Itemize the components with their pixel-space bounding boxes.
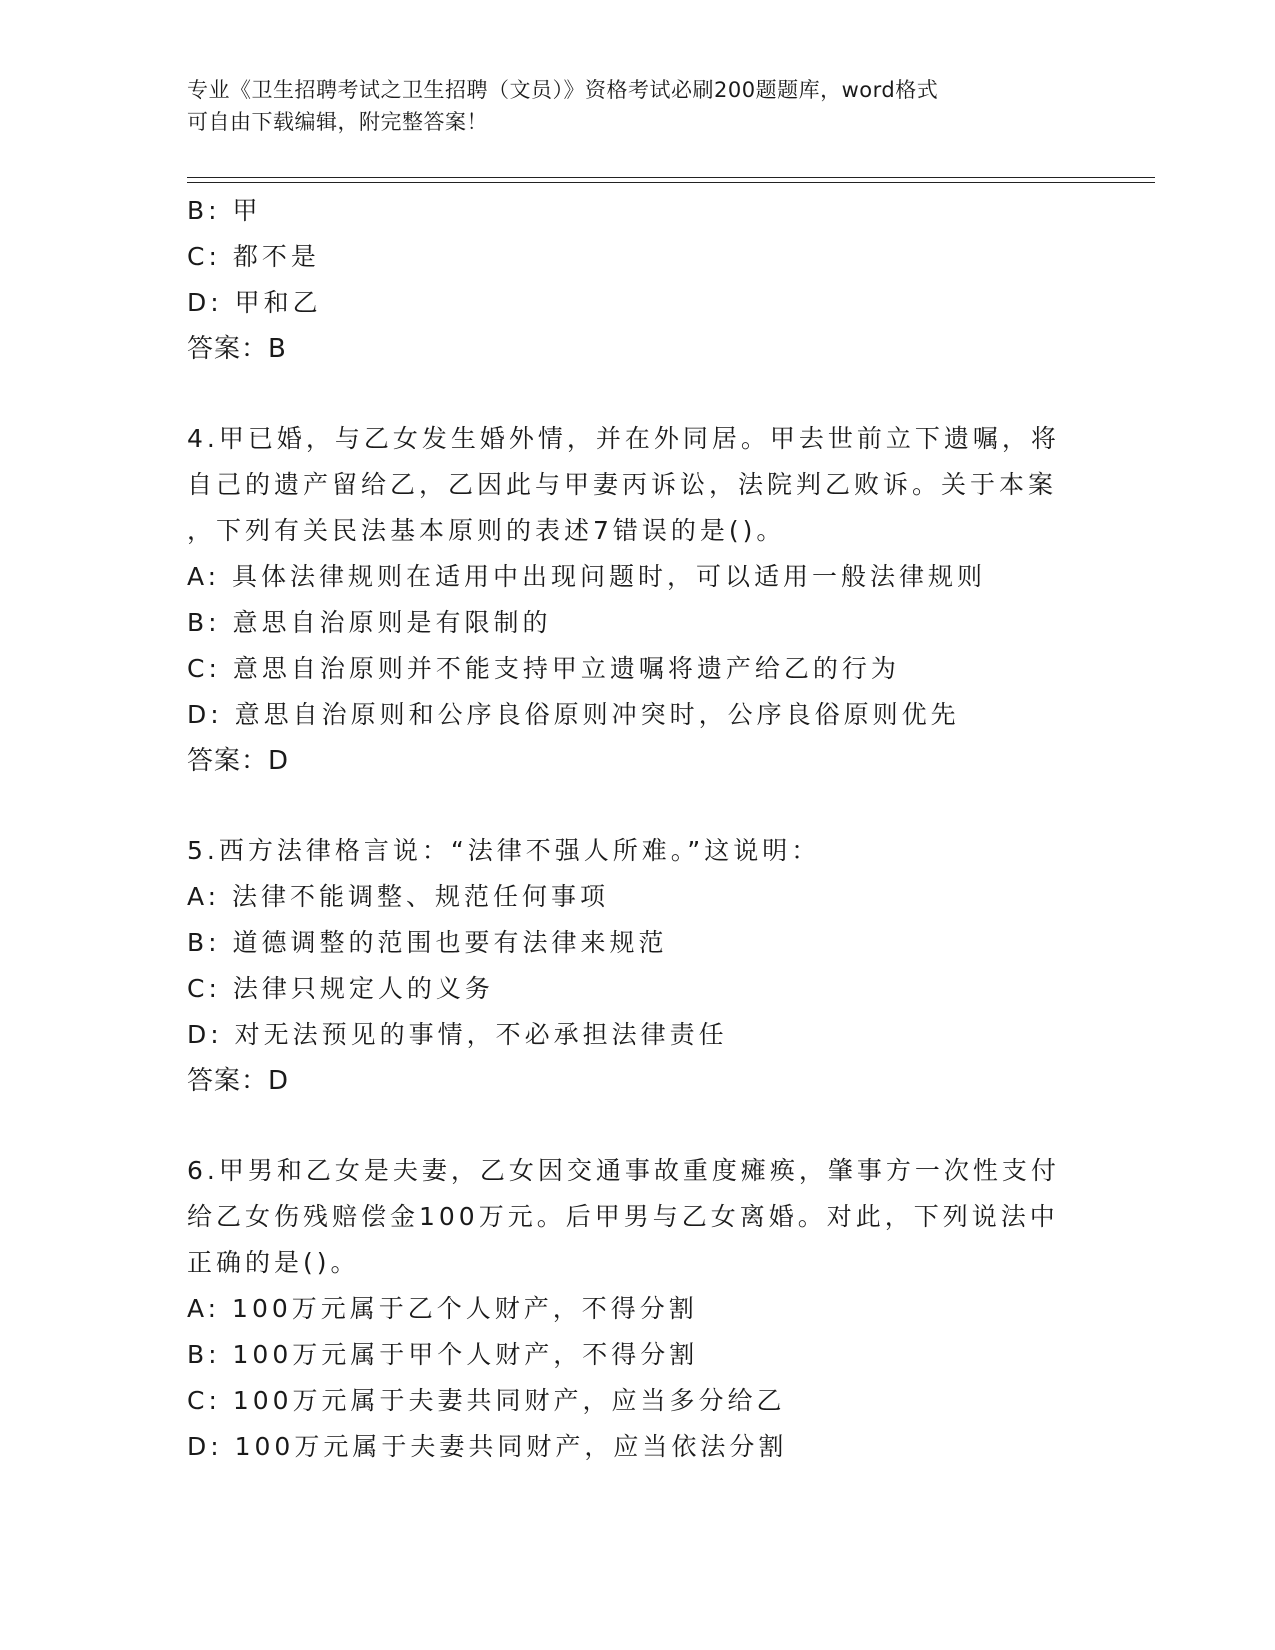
question-text-line: 正确的是()。 [187, 1248, 360, 1277]
question-text-line: 6.甲男和乙女是夫妻，乙女因交通事故重度瘫痪，肇事方一次性支付 [187, 1156, 1060, 1185]
question-4 [187, 416, 1127, 784]
document-header [187, 74, 1087, 138]
question-text-line: ，下列有关民法基本原则的表述7错误的是()。 [187, 516, 786, 545]
answer: 答案：D [187, 746, 290, 776]
option-d: D: 意思自治原则和公序良俗原则冲突时，公序良俗原则优先 [187, 700, 960, 729]
header-rule-bottom [187, 182, 1155, 183]
question-text [187, 828, 1127, 874]
option-d: D: 甲和乙 [187, 288, 322, 317]
answer: 答案：B [187, 334, 287, 364]
option-b: B: 甲 [187, 196, 262, 225]
option-a: A: 100万元属于乙个人财产，不得分割 [187, 1294, 698, 1323]
option-c: C: 都不是 [187, 242, 320, 271]
header-line-1: 专业《卫生招聘考试之卫生招聘（文员）》资格考试必刷200题题库，word格式 [187, 78, 939, 102]
header-line-2: 可自由下载编辑，附完整答案！ [187, 110, 488, 134]
question-text-line: 5.西方法律格言说：“法律不强人所难。”这说明： [187, 836, 821, 865]
option-b: B: 道德调整的范围也要有法律来规范 [187, 928, 668, 957]
option-c: C: 法律只规定人的义务 [187, 974, 494, 1003]
option-a: A: 具体法律规则在适用中出现问题时，可以适用一般法律规则 [187, 562, 987, 591]
option-d: D: 对无法预见的事情，不必承担法律责任 [187, 1020, 728, 1049]
option-b: B: 意思自治原则是有限制的 [187, 608, 552, 637]
answer: 答案：D [187, 1066, 290, 1096]
question-text-line: 自己的遗产留给乙，乙因此与甲妻丙诉讼，法院判乙败诉。关于本案 [187, 470, 1058, 499]
option-a: A: 法律不能调整、规范任何事项 [187, 882, 610, 911]
option-c: C: 意思自治原则并不能支持甲立遗嘱将遗产给乙的行为 [187, 654, 900, 683]
question-text-line: 给乙女伤残赔偿金100万元。后甲男与乙女离婚。对此，下列说法中 [187, 1202, 1059, 1231]
option-d: D: 100万元属于夫妻共同财产，应当依法分割 [187, 1432, 788, 1461]
option-c: C: 100万元属于夫妻共同财产，应当多分给乙 [187, 1386, 786, 1415]
question-list [187, 188, 1127, 1470]
question-3-continued [187, 188, 1127, 372]
option-b: B: 100万元属于甲个人财产，不得分割 [187, 1340, 699, 1369]
question-text-line: 4.甲已婚，与乙女发生婚外情，并在外同居。甲去世前立下遗嘱，将 [187, 424, 1060, 453]
question-5 [187, 828, 1127, 1104]
question-text [187, 416, 1127, 554]
header-rule-top [187, 177, 1155, 178]
question-text [187, 1148, 1127, 1286]
question-6 [187, 1148, 1127, 1470]
